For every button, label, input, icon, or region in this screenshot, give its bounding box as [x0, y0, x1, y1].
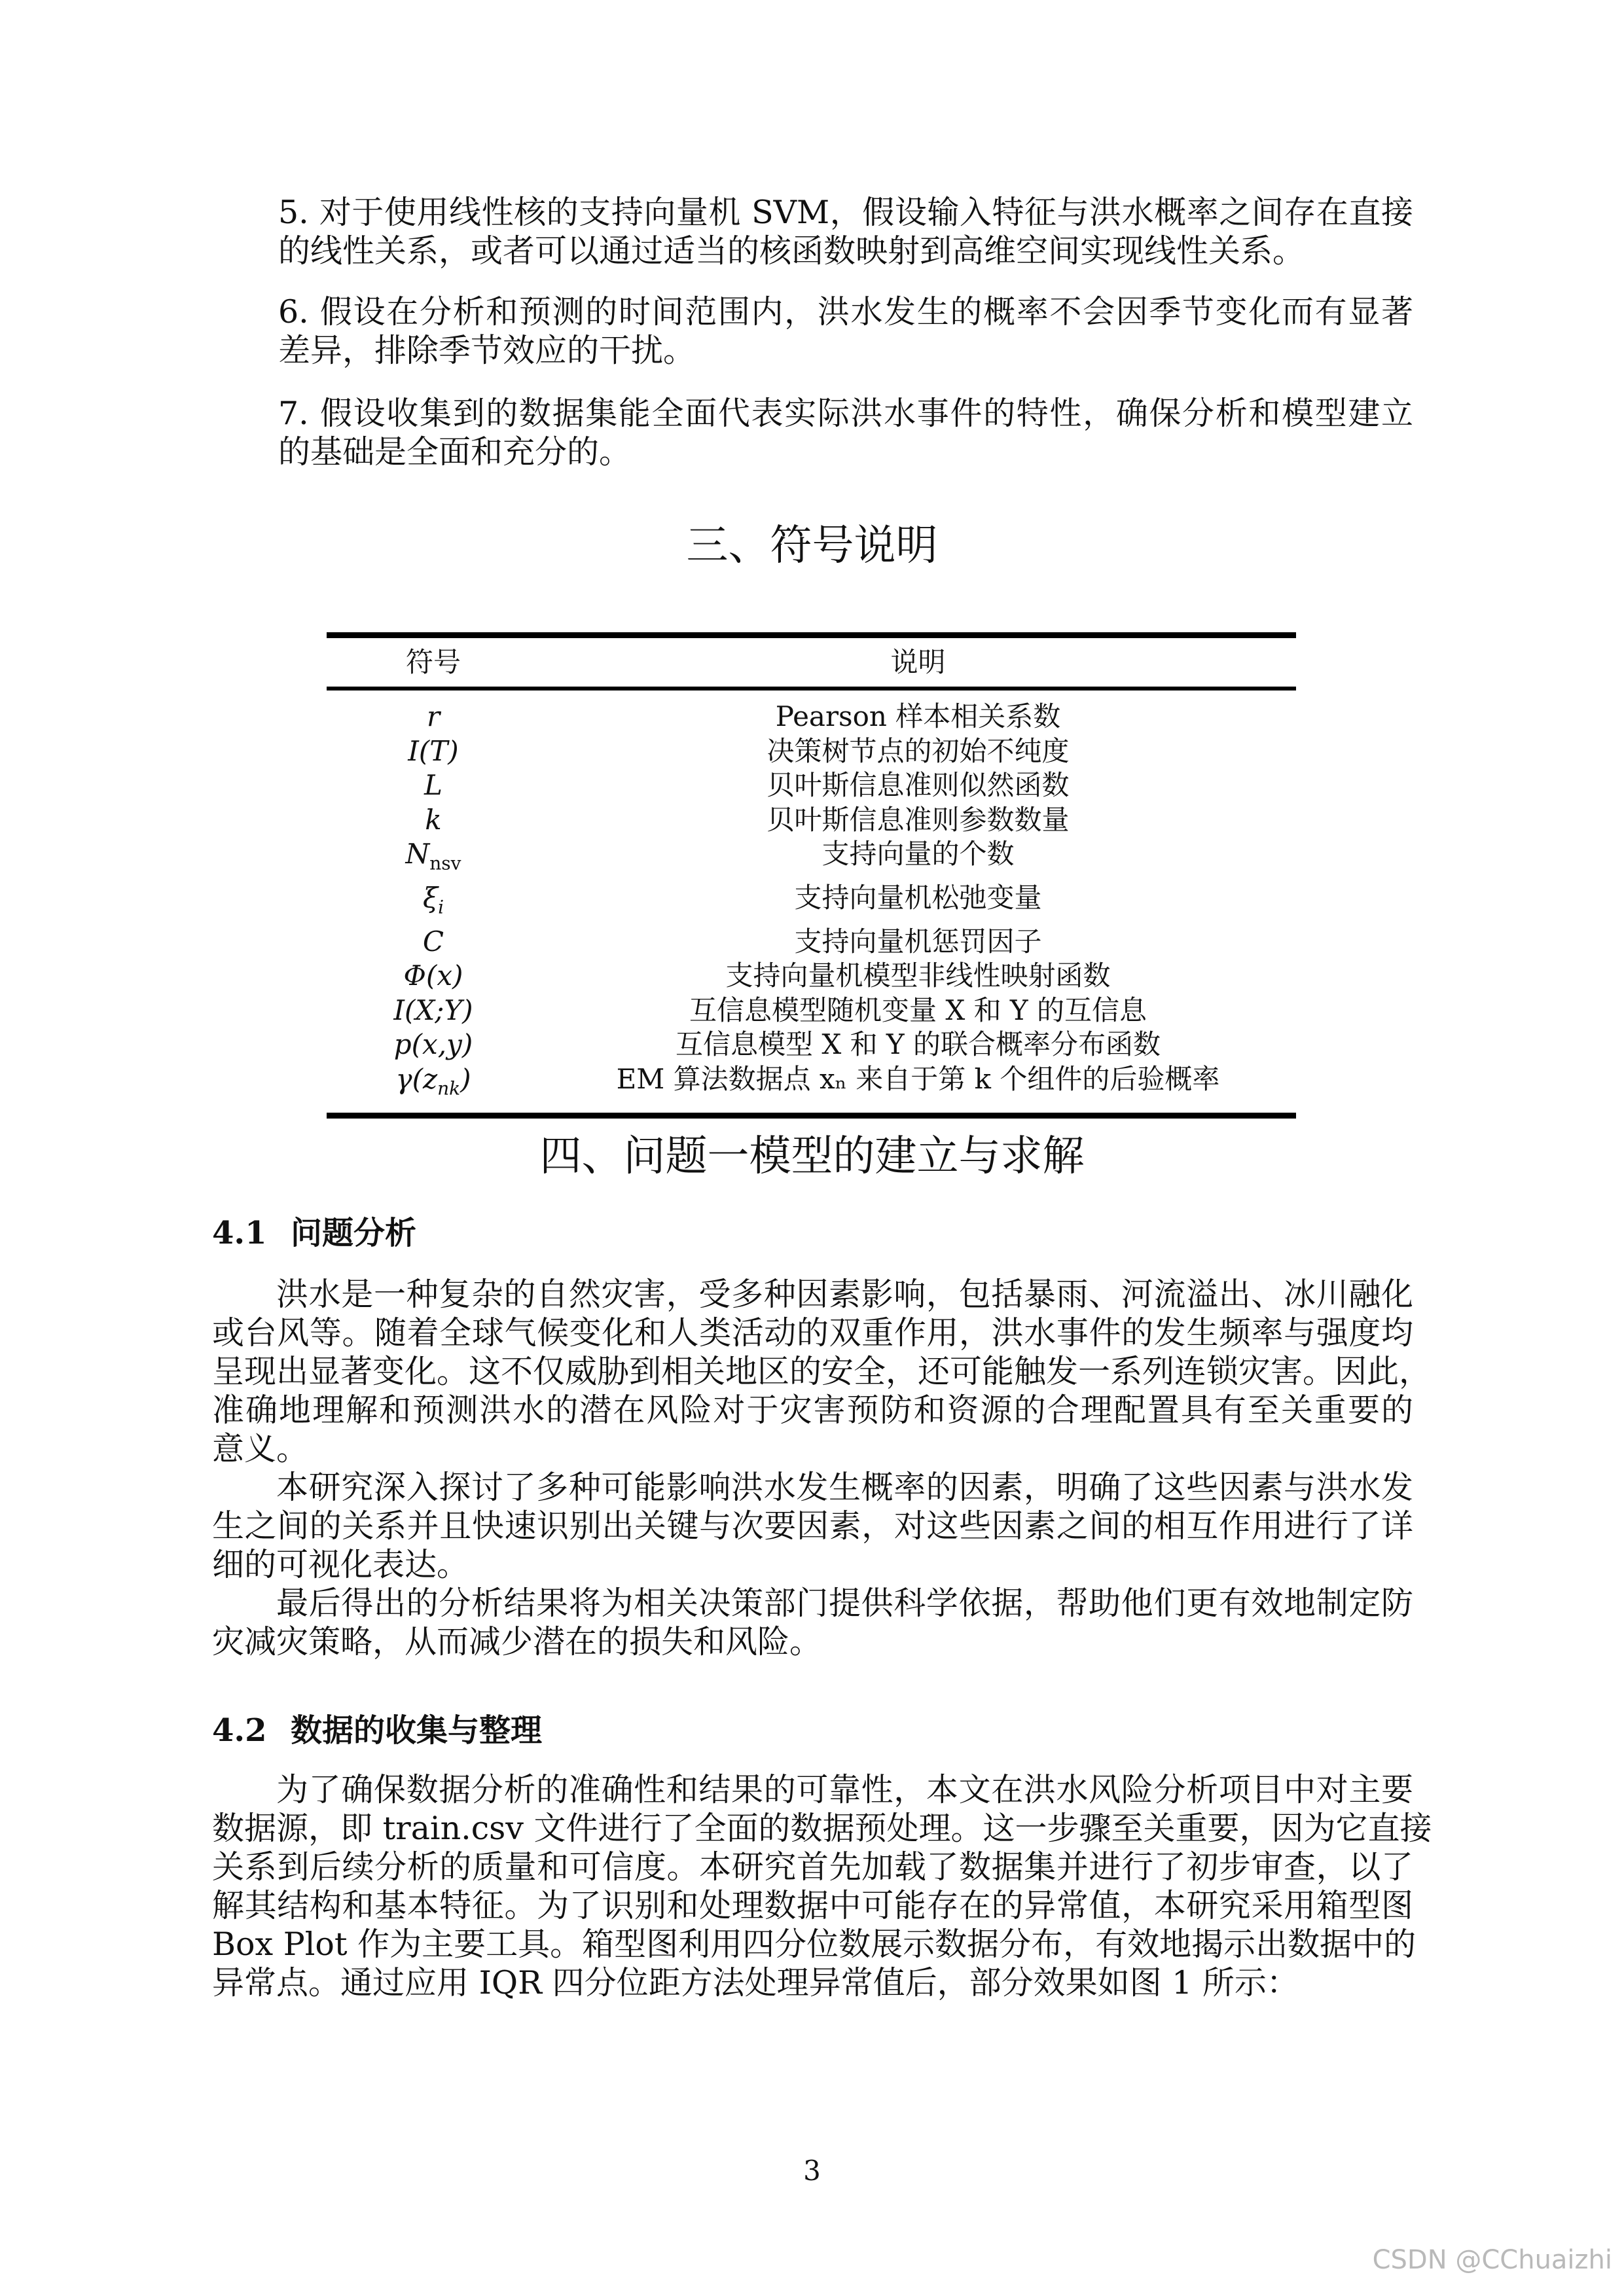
- assumption-6: [278, 293, 1413, 370]
- symbol-cell: [327, 925, 540, 960]
- text-line: 呈现出显著变化。这不仅威胁到相关地区的安全，还可能触发一系列连锁灾害。因此，: [212, 1353, 1432, 1390]
- table-row: [327, 837, 1296, 881]
- section-heading-symbols: 三、符号说明: [686, 522, 938, 570]
- description-cell: 贝叶斯信息准则参数数量: [767, 803, 1070, 836]
- text-line: 异常点。通过应用 IQR 四分位距方法处理异常值后，部分效果如图 1 所示：: [212, 1964, 1299, 2001]
- header-description: 说明: [890, 646, 946, 678]
- assumption-7: [278, 394, 1413, 471]
- text-line: 洪水是一种复杂的自然灾害，受多种因素影响，包括暴雨、河流溢出、冰川融化: [276, 1276, 1413, 1313]
- symbol-cell: [327, 803, 540, 838]
- table-header-row: [327, 638, 1296, 687]
- text-line: 7. 假设收集到的数据集能全面代表实际洪水事件的特性，确保分析和模型建立: [278, 395, 1413, 432]
- subsection-heading-4-2: [212, 1711, 542, 1750]
- symbol-cell: [327, 959, 540, 994]
- table-top-rule: [327, 632, 1296, 638]
- description-cell: 支持向量机松弛变量: [794, 881, 1042, 914]
- symbol-cell: [327, 734, 540, 769]
- table-bottom-rule: [327, 1113, 1296, 1119]
- symbol-cell: [327, 994, 540, 1028]
- table-row: [327, 994, 1296, 1028]
- table-row: [327, 700, 1296, 734]
- description-cell: 互信息模型 X 和 Y 的联合概率分布函数: [675, 1028, 1161, 1061]
- table-row: [327, 734, 1296, 769]
- text-line: 准确地理解和预测洪水的潜在风险对于灾害预防和资源的合理配置具有至关重要的: [212, 1391, 1413, 1429]
- subsection-title: 问题分析: [291, 1215, 417, 1251]
- text-line: 生之间的关系并且快速识别出关键与次要因素，对这些因素之间的相互作用进行了详: [212, 1507, 1413, 1545]
- text-line: Box Plot 作为主要工具。箱型图利用四分位数展示数据分布，有效地揭示出数据中的: [212, 1926, 1416, 1963]
- description-cell: EM 算法数据点 xₙ 来自于第 k 个组件的后验概率: [616, 1062, 1220, 1095]
- table-row: [327, 803, 1296, 838]
- symbol-text: k: [425, 803, 442, 836]
- subsection-number: 4.2: [212, 1712, 267, 1749]
- table-row: [327, 925, 1296, 960]
- symbol-text: N: [405, 838, 430, 870]
- text-line: 本研究深入探讨了多种可能影响洪水发生概率的因素，明确了这些因素与洪水发: [276, 1469, 1413, 1506]
- text-line: 意义。: [212, 1430, 309, 1467]
- text-line: 为了确保数据分析的准确性和结果的可靠性，本文在洪水风险分析项目中对主要: [276, 1771, 1413, 1808]
- text-line: 关系到后续分析的质量和可信度。本研究首先加载了数据集并进行了初步审查，以了: [212, 1848, 1413, 1886]
- description-cell: 支持向量的个数: [821, 838, 1015, 870]
- symbol-text: r: [426, 700, 441, 732]
- symbol-text: ): [460, 1062, 471, 1095]
- text-line: 细的可视化表达。: [212, 1546, 469, 1583]
- symbol-subscript: nk: [437, 1077, 461, 1100]
- text-line: 数据源，即 train.csv 文件进行了全面的数据预处理。这一步骤至关重要，因为它直接: [212, 1810, 1432, 1847]
- assumption-5: [278, 193, 1413, 270]
- table-row: [327, 768, 1296, 803]
- description-cell: 支持向量机惩罚因子: [794, 925, 1042, 958]
- description-cell: 贝叶斯信息准则似然函数: [767, 769, 1070, 801]
- symbol-text: C: [422, 925, 444, 958]
- text-line: 6. 假设在分析和预测的时间范围内，洪水发生的概率不会因季节变化而有显著: [278, 293, 1413, 331]
- table-row: [327, 1028, 1296, 1062]
- text-line: 的基础是全面和充分的。: [278, 433, 632, 471]
- symbol-text: Φ(x): [403, 960, 463, 992]
- text-line: 5. 对于使用线性核的支持向量机 SVM，假设输入特征与洪水概率之间存在直接: [278, 194, 1413, 231]
- subsection-heading-4-1: [212, 1213, 416, 1253]
- table-body: [327, 691, 1296, 1113]
- symbol-text: L: [424, 769, 442, 801]
- table-row: [327, 881, 1296, 925]
- subsection-number: 4.1: [212, 1215, 267, 1251]
- description-cell: Pearson 样本相关系数: [775, 700, 1061, 732]
- section-4-2-body: [212, 1770, 1432, 2002]
- symbol-text: ξ: [422, 881, 439, 914]
- symbol-subscript: i: [438, 896, 444, 918]
- page-number: 3: [803, 2155, 821, 2187]
- symbol-cell: [327, 1028, 540, 1062]
- symbol-cell: [327, 837, 540, 881]
- text-line: 灾减灾策略，从而减少潜在的损失和风险。: [212, 1623, 822, 1660]
- symbol-subscript: nsv: [429, 852, 461, 874]
- symbol-cell: [327, 768, 540, 803]
- description-cell: 决策树节点的初始不纯度: [767, 734, 1070, 767]
- description-cell: 互信息模型随机变量 X 和 Y 的互信息: [689, 994, 1147, 1026]
- symbol-text: p(x,y): [393, 1028, 473, 1061]
- symbol-cell: [327, 1062, 540, 1106]
- table-row: [327, 959, 1296, 994]
- symbol-text: I(X;Y): [393, 994, 473, 1026]
- table-row: [327, 1062, 1296, 1106]
- header-symbol: 符号: [405, 646, 461, 678]
- symbol-cell: [327, 881, 540, 925]
- symbol-cell: [327, 700, 540, 734]
- symbol-text: I(T): [408, 734, 459, 767]
- text-line: 最后得出的分析结果将为相关决策部门提供科学依据，帮助他们更有效地制定防: [276, 1585, 1413, 1622]
- text-line: 的线性关系，或者可以通过适当的核函数映射到高维空间实现线性关系。: [278, 232, 1305, 270]
- text-line: 或台风等。随着全球气候变化和人类活动的双重作用，洪水事件的发生频率与强度均: [212, 1314, 1413, 1352]
- section-heading-model: 四、问题一模型的建立与求解: [539, 1132, 1085, 1181]
- description-cell: 支持向量机模型非线性映射函数: [725, 960, 1111, 992]
- section-4-1-body: [212, 1275, 1432, 1661]
- watermark: CSDN @CChuaizhi: [1372, 2245, 1612, 2275]
- text-line: 差异，排除季节效应的干扰。: [278, 332, 696, 369]
- symbol-text: γ(z: [395, 1062, 438, 1095]
- text-line: 解其结构和基本特征。为了识别和处理数据中可能存在的异常值，本研究采用箱型图: [212, 1887, 1413, 1924]
- symbol-table: [327, 632, 1296, 1119]
- subsection-title: 数据的收集与整理: [291, 1712, 543, 1749]
